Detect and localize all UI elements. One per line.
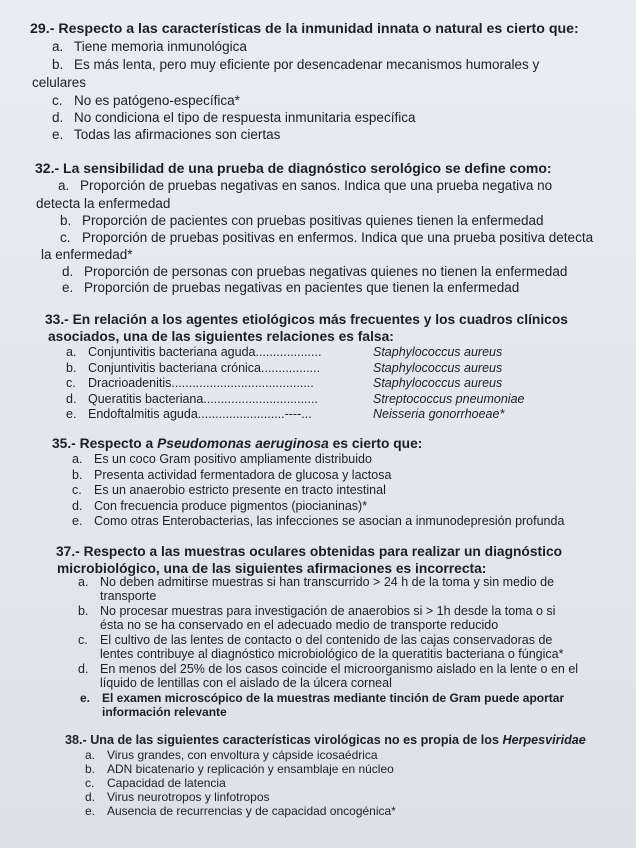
- question-38-option-c-text: Capacidad de latencia: [107, 776, 226, 790]
- question-37-option-b: b. No procesar muestras para investigación de anaerobios si > 1h desde la toma o si: [78, 604, 556, 618]
- question-29-option-b-cont: celulares: [32, 75, 87, 90]
- question-37-option-e-text: El examen microscópico de la muestras mediante tinción de Gram puede aportar: [102, 691, 565, 705]
- question-37-option-b-cont: ésta no se ha conservado en el adecuado medio de transporte reducido: [100, 618, 499, 632]
- question-33-row-d-agent: Streptococcus pneumoniae: [373, 392, 525, 406]
- question-38-title-prefix: 38.- Una de las siguientes características virológicas no es propia de los: [65, 733, 503, 747]
- question-35-option-b-text: Presenta actividad fermentadora de glucosa y lactosa: [94, 468, 392, 482]
- question-32-option-c: c. Proporción de pruebas positivas en enfermos. Indica que una prueba positiva detecta: [60, 230, 594, 245]
- question-38-option-b-text: ADN bicatenario y replicación y ensamblaje en núcleo: [107, 762, 394, 776]
- question-38-option-c: c. Capacidad de latencia: [85, 776, 226, 790]
- question-29-option-e: e. Todas las afirmaciones son ciertas: [52, 127, 281, 142]
- question-38-option-b: b. ADN bicatenario y replicación y ensamblaje en núcleo: [85, 762, 394, 776]
- question-32-option-d-text: Proporción de personas con pruebas negativas quienes no tienen la enfermedad: [84, 264, 568, 279]
- question-32-option-e-text: Proporción de pruebas negativas en pacientes que tienen la enfermedad: [84, 280, 520, 295]
- question-33-row-b: b. Conjuntivitis bacteriana crónica.................: [66, 361, 321, 375]
- question-35-option-b: b. Presenta actividad fermentadora de glucosa y lactosa: [72, 468, 392, 482]
- question-35-title-organism: Pseudomonas aeruginosa: [157, 436, 329, 451]
- question-35-option-c-text: Es un anaerobio estricto presente en tracto intestinal: [94, 483, 386, 497]
- question-38-option-a-text: Virus grandes, con envoltura y cápside icosaédrica: [107, 748, 378, 762]
- question-33-row-d-condition: Queratitis bacteriana.................................: [88, 392, 318, 406]
- question-37-option-b-text: No procesar muestras para investigación de anaerobios si > 1h desde la toma o si: [100, 604, 556, 618]
- question-32-option-c-text: Proporción de pruebas positivas en enfermos. Indica que una prueba positiva detecta: [82, 230, 594, 245]
- question-29-option-c: c. No es patógeno-específica*: [52, 93, 240, 108]
- question-33-row-e: e. Endoftalmitis aguda.........................----...: [66, 407, 312, 421]
- question-33-row-b-condition: Conjuntivitis bacteriana crónica.................: [88, 361, 321, 375]
- question-29-option-a: a. Tiene memoria inmunológica: [52, 39, 247, 54]
- question-33-row-c-agent: Staphylococcus aureus: [373, 376, 503, 390]
- question-37-option-c-text: El cultivo de las lentes de contacto o del contenido de las cajas conservadoras de: [100, 633, 553, 647]
- question-32-option-b: b. Proporción de pacientes con pruebas positivas quienes tienen la enfermedad: [60, 213, 544, 228]
- question-32-option-d: d. Proporción de personas con pruebas negativas quienes no tienen la enfermedad: [62, 264, 568, 279]
- question-37-option-d-cont: líquido de lentillas con el aislado de la úlcera corneal: [100, 676, 392, 690]
- question-33-row-e-agent: Neisseria gonorrhoeae*: [373, 407, 505, 421]
- question-35-title-suffix: es cierto que:: [328, 436, 423, 451]
- question-29-option-b: b. Es más lenta, pero muy eficiente por desencadenar mecanismos humorales y: [52, 57, 540, 72]
- question-37-option-d: d. En menos del 25% de los casos coincide el microorganismo aislado en la lente o en el: [78, 662, 579, 676]
- question-32-option-b-text: Proporción de pacientes con pruebas positivas quienes tienen la enfermedad: [82, 213, 544, 228]
- question-38-option-a: a. Virus grandes, con envoltura y cápside icosaédrica: [85, 748, 378, 762]
- question-37-option-a-text: No deben admitirse muestras si han transcurrido > 24 h de la toma y sin medio de: [100, 575, 555, 589]
- question-37-title-line1: 37.- Respecto a las muestras oculares obtenidas para realizar un diagnóstico: [56, 544, 563, 559]
- question-35-option-d-text: Con frecuencia produce pigmentos (piocianinas)*: [94, 499, 368, 513]
- question-35-option-a: a. Es un coco Gram positivo ampliamente distribuido: [72, 452, 372, 466]
- question-29-option-a-text: Tiene memoria inmunológica: [74, 39, 247, 54]
- question-35-option-c: c. Es un anaerobio estricto presente en tracto intestinal: [72, 483, 386, 497]
- question-38-option-e-text: Ausencia de recurrencias y de capacidad oncogénica*: [107, 804, 396, 818]
- question-29-option-d-text: No condiciona el tipo de respuesta inmunitaria específica: [74, 110, 416, 125]
- question-37-option-a: a. No deben admitirse muestras si han transcurrido > 24 h de la toma y sin medio de: [78, 575, 555, 589]
- question-37-title-line2: microbiológico, una de las siguientes afirmaciones es incorrecta:: [57, 561, 487, 576]
- question-37-option-c-cont: lentes contribuye al diagnóstico microbiológico de la queratitis bacteriana o fúngica*: [100, 647, 564, 661]
- question-38-title: [65, 734, 586, 747]
- question-33-title-line2: asociados, una de las siguientes relaciones es falsa:: [48, 329, 394, 344]
- question-37-option-e-cont: información relevante: [102, 705, 227, 719]
- question-33-row-d: d. Queratitis bacteriana.................................: [66, 392, 318, 406]
- question-32-title: 32.- La sensibilidad de una prueba de diagnóstico serológico se define como:: [35, 160, 552, 176]
- question-37-option-d-text: En menos del 25% de los casos coincide el microorganismo aislado en la lente o en el: [100, 662, 579, 676]
- question-38-option-d-text: Virus neurotropos y linfotropos: [107, 790, 270, 804]
- question-38-option-d: d. Virus neurotropos y linfotropos: [85, 790, 270, 804]
- question-38-title-family: Herpesviridae: [502, 733, 586, 747]
- question-37-option-e: e. El examen microscópico de la muestras mediante tinción de Gram puede aportar: [80, 691, 565, 705]
- question-35-option-e: e. Como otras Enterobacterias, las infecciones se asocian a inmunodepresión profunda: [72, 514, 565, 528]
- question-29-option-b-text: Es más lenta, pero muy eficiente por desencadenar mecanismos humorales y: [74, 57, 540, 72]
- question-33-row-a: a. Conjuntivitis bacteriana aguda...................: [66, 345, 322, 359]
- question-33-row-c-condition: Dracrioadenitis.........................................: [88, 376, 314, 390]
- question-33-row-e-condition: Endoftalmitis aguda.........................----...: [88, 407, 312, 421]
- question-37-option-a-cont: transporte: [100, 589, 157, 603]
- question-35-title: [52, 437, 422, 451]
- question-33-row-b-agent: Staphylococcus aureus: [373, 361, 503, 375]
- question-35-title-prefix: 35.- Respecto a: [52, 436, 158, 451]
- question-29-option-c-text: No es patógeno-específica*: [74, 93, 240, 108]
- question-35-option-e-text: Como otras Enterobacterias, las infecciones se asocian a inmunodepresión profunda: [94, 514, 565, 528]
- question-38-option-e: e. Ausencia de recurrencias y de capacidad oncogénica*: [85, 804, 396, 818]
- question-29-title: 29.- Respecto a las características de la inmunidad innata o natural es cierto que:: [30, 21, 579, 37]
- question-33-row-a-condition: Conjuntivitis bacteriana aguda...................: [88, 345, 322, 359]
- question-33-row-c: c. Dracrioadenitis.........................................: [66, 376, 314, 390]
- question-32-option-a: a. Proporción de pruebas negativas en sanos. Indica que una prueba negativa no: [58, 178, 553, 193]
- question-29-option-e-text: Todas las afirmaciones son ciertas: [74, 127, 281, 142]
- question-29-option-d: d. No condiciona el tipo de respuesta inmunitaria específica: [52, 110, 416, 125]
- question-32-option-a-text: Proporción de pruebas negativas en sanos. Indica que una prueba negativa no: [80, 178, 553, 193]
- question-32-option-c-cont: la enfermedad*: [41, 247, 133, 262]
- question-33-title-line1: 33.- En relación a los agentes etiológicos más frecuentes y los cuadros clínicos: [45, 312, 568, 327]
- question-35-option-d: d. Con frecuencia produce pigmentos (piocianinas)*: [72, 499, 368, 513]
- question-37-option-c: c. El cultivo de las lentes de contacto o del contenido de las cajas conservadoras de: [78, 633, 553, 647]
- question-35-option-a-text: Es un coco Gram positivo ampliamente distribuido: [94, 452, 372, 466]
- question-32-option-e: e. Proporción de pruebas negativas en pacientes que tienen la enfermedad: [62, 280, 520, 295]
- question-32-option-a-cont: detecta la enfermedad: [36, 196, 171, 211]
- question-33-row-a-agent: Staphylococcus aureus: [373, 345, 503, 359]
